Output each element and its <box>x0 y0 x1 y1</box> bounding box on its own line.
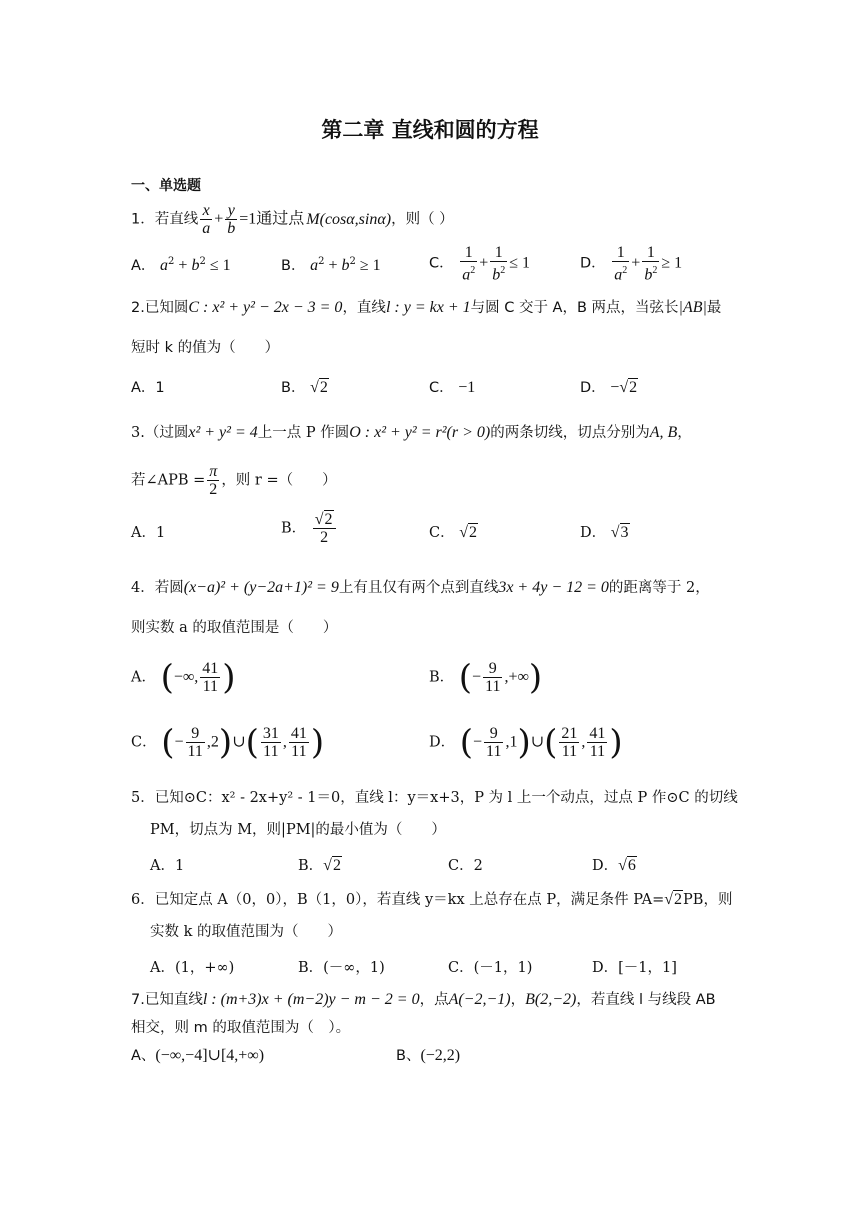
q7-option-a: A、(−∞,−4]∪[4,+∞) <box>131 1047 265 1064</box>
question-1: 1．若直线 $\frac{x}{a}$ + $\frac{y}{b}$ =1通过点 M(cosα,sinα)，则（ ） <box>131 202 454 237</box>
q5-option-d: D．√6 <box>592 857 636 874</box>
question-4-line-2: 则实数 a 的取值范围是（ ） <box>131 620 338 636</box>
q5-option-c: C．2 <box>448 858 483 874</box>
q7-option-b: B、(−2,2) <box>396 1047 461 1064</box>
question-7-line-1: 7.已知直线l : (m+3)x + (m−2)y − m − 2 = 0，点A(−2,−1)，B(2,−2)，若直线 l 与线段 AB <box>131 991 716 1008</box>
section-heading: 一、单选题 <box>131 178 201 194</box>
q6-option-a: A．(1，+∞) <box>150 960 235 976</box>
question-6-line-1: 6．已知定点 A（0，0），B（1，0），若直线 y＝kx 上总存在点 P，满足条件 PA=√2PB，则 <box>131 891 733 908</box>
q2-option-d: D． −√2 <box>580 379 638 396</box>
q5-option-b: B．√2 <box>298 857 341 874</box>
q2-option-a: A．1 <box>131 380 165 396</box>
q3-option-c: C． √2 <box>429 524 477 541</box>
question-5-line-2: PM，切点为 M，则|PM|的最小值为（ ） <box>150 822 446 838</box>
question-5-line-1: 5．已知⊙C：x² - 2x+y² - 1＝0，直线 l：y＝x+3，P 为 l 上一个动点，过点 P 作⊙C 的切线 <box>131 790 738 806</box>
q5-option-a: A．1 <box>150 858 185 874</box>
q6-option-c: C．(－1，1) <box>448 960 533 976</box>
page-title: 第二章 直线和圆的方程 <box>321 118 539 142</box>
question-3-line-2: 若∠APB = $\frac{\pi}{2}$ ，则 r =（ ） <box>131 463 337 498</box>
q1-option-d: D． $\frac{1}{a^2}$ + $\frac{1}{b^2}$ ≥ 1 <box>580 244 683 284</box>
q6-option-b: B．(－∞，1) <box>298 960 385 976</box>
q4-option-c: C． (− $\frac{9}{11}$ ,2)∪( $\frac{31}{11}$ , $\frac{41}{11}$ ) <box>131 722 325 763</box>
question-6-line-2: 实数 k 的取值范围为（ ） <box>150 924 343 940</box>
question-4-line-1: 4．若圆(x−a)² + (y−2a+1)² = 9上有且仅有两个点到直线3x + 4y − 12 = 0的距离等于 2， <box>131 579 710 596</box>
q6-option-d: D．[－1，1] <box>592 960 677 976</box>
q1-option-a: A． $a^2 + b^2 \le 1$ <box>131 256 231 274</box>
q4-option-a: A． (−∞, $\frac{41}{11}$ ) <box>131 657 236 698</box>
q4-option-b: B． (− $\frac{9}{11}$ ,+∞) <box>429 657 543 698</box>
question-2-line-2: 短时 k 的值为（ ） <box>131 340 280 356</box>
question-7-line-2: 相交，则 m 的取值范围为（ ）。 <box>131 1020 351 1036</box>
q1-option-c: C． $\frac{1}{a^2}$ + $\frac{1}{b^2}$ ≤ 1 <box>429 244 531 284</box>
question-2-line-1: 2.已知圆C : x² + y² − 2x − 3 = 0，直线l : y = kx + 1与圆 C 交于 A，B 两点，当弦长|AB|最 <box>131 299 722 316</box>
q3-option-a: A．1 <box>131 525 166 541</box>
q3-option-d: D． √3 <box>580 524 629 541</box>
q2-option-c: C． −1 <box>429 379 476 396</box>
q4-option-d: D． (− $\frac{9}{11}$ ,1)∪( $\frac{21}{11}$ , $\frac{41}{11}$ ) <box>429 722 623 763</box>
q3-option-b: B． $\frac{√2}{2}$ <box>281 511 338 546</box>
question-3-line-1: 3.（过圆x² + y² = 4上一点 P 作圆O : x² + y² = r²(r > 0)的两条切线，切点分别为A, B， <box>131 424 692 441</box>
q2-option-b: B． √2 <box>281 379 328 396</box>
q1-option-b: B． $a^2 + b^2 \ge 1$ <box>281 256 381 274</box>
